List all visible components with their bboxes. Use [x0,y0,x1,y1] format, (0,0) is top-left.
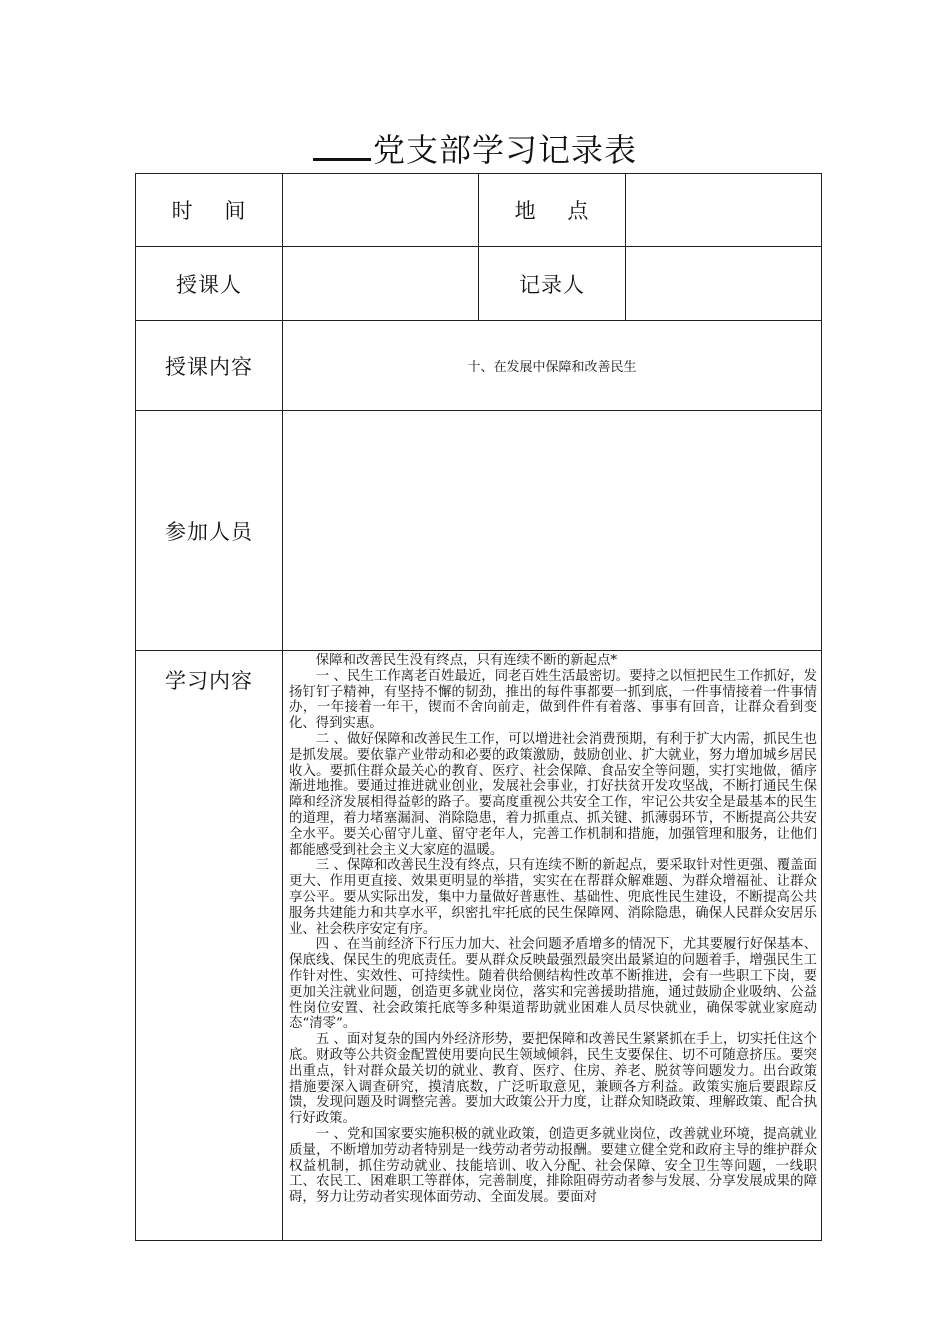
attendees-label: 参加人员 [136,411,283,651]
record-table [135,173,822,1241]
content-paragraph: 四 、在当前经济下行压力加大、社会问题矛盾增多的情况下，尤其要履行好保基本、保底线、保民生的兜底责任。要从群众反映最强烈最突出最紧迫的问题着手，增强民生工作针对性、实效性、可持续性。随着供给侧结构性改革不断推进，会有一些职工下岗，要更加关注就业问题，创造更多就业岗位，落实和完善援助措施，通过鼓励企业吸纳、公益性岗位安置、社会政策托底等多种渠道帮助就业困难人员尽快就业，确保零就业家庭动态“清零”。 [289,937,817,1032]
place-field[interactable] [626,174,822,247]
time-label: 时 间 [136,174,283,247]
content-paragraph: 三 、保障和改善民生没有终点，只有连续不断的新起点，要采取针对性更强、覆盖面更大、作用更直接、效果更明显的举措，实实在在帮群众解难题、为群众增福祉、让群众享公平。要从实际出发，集中力量做好普惠性、基础性、兜底性民生建设，不断提高公共服务共建能力和共享水平，织密扎牢托底的民生保障网、消除隐患，确保人民群众安居乐业、社会秩序安定有序。 [289,858,817,937]
content-paragraph: 二 、做好保障和改善民生工作，可以增进社会消费预期，有利于扩大内需，抓民生也是抓发展。要依靠产业带动和必要的政策激励，鼓励创业、扩大就业，努力增加城乡居民收入。要抓住群众最关心的教育、医疗、社会保障、食品安全等问题，实打实地做，循序渐进地推。要通过推进就业创业，发展社会事业，打好扶贫开发攻坚战，不断打通民生保障和经济发展相得益彰的路子。要高度重视公共安全工作，牢记公共安全是最基本的民生的道理，着力堵塞漏洞、消除隐患，着力抓重点、抓关键、抓薄弱环节，不断提高公共安全水平。要关心留守儿童、留守老年人，完善工作机制和措施，加强管理和服务，让他们都能感受到社会主义大家庭的温暖。 [289,731,817,858]
row-attendees [136,411,822,651]
topic-field[interactable]: 十、在发展中保障和改善民生 [283,321,822,411]
topic-label: 授课内容 [136,321,283,411]
lecturer-field[interactable] [283,247,479,321]
place-label: 地 点 [479,174,626,247]
lecturer-label: 授课人 [136,247,283,321]
recorder-label: 记录人 [479,247,626,321]
time-field[interactable] [283,174,479,247]
content-paragraph: 保障和改善民生没有终点，只有连续不断的新起点* [315,653,618,668]
content-paragraph: 一 、党和国家要实施积极的就业政策，创造更多就业岗位，改善就业环境，提高就业质量，不断增加劳动者特别是一线劳动者劳动报酬。要建立健全党和政府主导的维护群众权益机制，抓住劳动就业、技能培训、收入分配、社会保障、安全卫生等问题，一线职工、农民工、困难职工等群体，完善制度，排除阻碍劳动者参与发展、分享发展成果的障碍，努力让劳动者实现体面劳动、全面发展。要面对 [289,1126,817,1206]
recorder-field[interactable] [626,247,822,321]
row-content [136,651,822,1241]
attendees-field[interactable] [283,411,822,651]
content-label: 学习内容 [136,651,283,1241]
page-title [0,128,950,172]
row-lecturer-recorder [136,247,822,321]
content-paragraph: 一 、民生工作离老百姓最近，同老百姓生活最密切。要持之以恒把民生工作抓好，发扬钉钉子精神，有坚持不懈的韧劲，推出的每件事都要一抓到底，一件事情接着一件事情办，一年接着一年干，锲而不舍向前走，做到件件有着落、事事有回音，让群众看到变化、得到实惠。 [289,668,817,732]
content-paragraph: 五 、面对复杂的国内外经济形势，要把保障和改善民生紧紧抓在手上，切实托住这个底。财政等公共资金配置使用要向民生领域倾斜，民生支要保住、切不可随意挤压。要突出重点，针对群众最关切的就业、教育、医疗、住房、养老、脱贫等问题发力。出台政策措施要深入调查研究，摸清底数，广泛听取意见，兼顾各方利益。政策实施后要跟踪反馈，发现问题及时调整完善。要加大政策公开力度，让群众知晓政策、理解政策、配合执行好政策。 [289,1032,817,1127]
content-text [289,653,817,1239]
content-field[interactable] [283,651,822,1241]
row-time-place [136,174,822,247]
title-text: 党支部学习记录表 [372,131,637,169]
row-topic [136,321,822,411]
branch-name-blank[interactable] [313,128,371,161]
